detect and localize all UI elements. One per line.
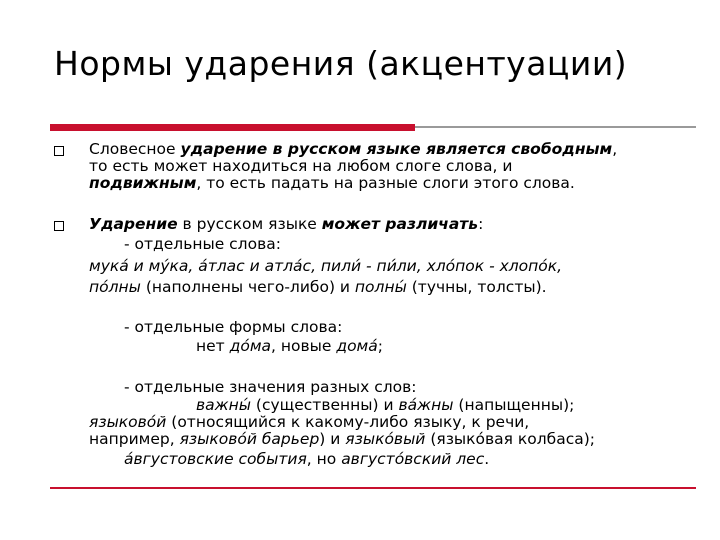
example-words: мука́ и му́ка, а́тлас и атла́с, пили́ - пи́ли, хло́пок - хлопо́к, [89,257,563,275]
bullet2-line11 [124,450,489,468]
text: (существенны) и [250,396,399,414]
bullet-square-1 [54,146,64,156]
emphasis-text: Ударение [89,215,178,233]
bullet2-line3 [89,257,562,275]
example-word: августо́вский лес [341,450,485,468]
example-word: до́ма [229,337,272,355]
text: например, [89,430,180,448]
bullet1-line2: то есть может находиться на любом слоге слова, и [89,157,513,175]
text: нет [196,337,230,355]
bullet-square-2 [54,221,64,231]
title-accent-bar [50,124,415,131]
bullet1-line1 [89,140,617,158]
text: в русском языке [177,215,322,233]
bullet2-line9 [89,413,529,431]
example-word: языково́й [89,413,167,431]
example-word: языково́й барьер [179,430,320,448]
example-word: важны́ [196,396,251,414]
text: ) и [319,430,346,448]
bullet2-line5: - отдельные формы слова: [124,318,343,336]
bullet2-line4 [89,278,547,296]
bullet2-line1 [89,215,483,233]
text: Словесное [89,140,181,158]
example-word: дома́ [336,337,378,355]
text: , новые [271,337,337,355]
text: , то есть падать на разные слоги этого слова. [196,174,575,192]
text: (языко́вая колбаса); [425,430,595,448]
example-word: языко́вый [345,430,426,448]
bullet2-line8 [196,396,574,414]
bullet2-line6 [196,337,383,355]
footer-rule [50,487,696,489]
emphasis-text: подвижным [89,174,197,192]
text: , [612,140,618,158]
text: . [484,450,490,468]
text: , но [306,450,342,468]
example-word: а́вгустовские события [124,450,307,468]
text: (относящийся к какому-либо языку, к речи, [166,413,530,431]
bullet2-line2: - отдельные слова: [124,235,281,253]
text: (наполнены чего-либо) и [140,278,355,296]
bullet1-line3 [89,174,575,192]
bullet2-line7: - отдельные значения разных слов: [124,378,417,396]
text: ; [377,337,383,355]
example-word: ва́жны [398,396,454,414]
example-word: полны́ [354,278,407,296]
example-word: по́лны [89,278,141,296]
text: (тучны, толсты). [406,278,547,296]
text: : [478,215,484,233]
emphasis-text: может различать [321,215,479,233]
bullet2-line10 [89,430,595,448]
slide-title: Нормы ударения (акцентуации) [54,44,628,83]
emphasis-text: ударение в русском языке является свободным [180,140,613,158]
text: (напыщенны); [453,396,575,414]
